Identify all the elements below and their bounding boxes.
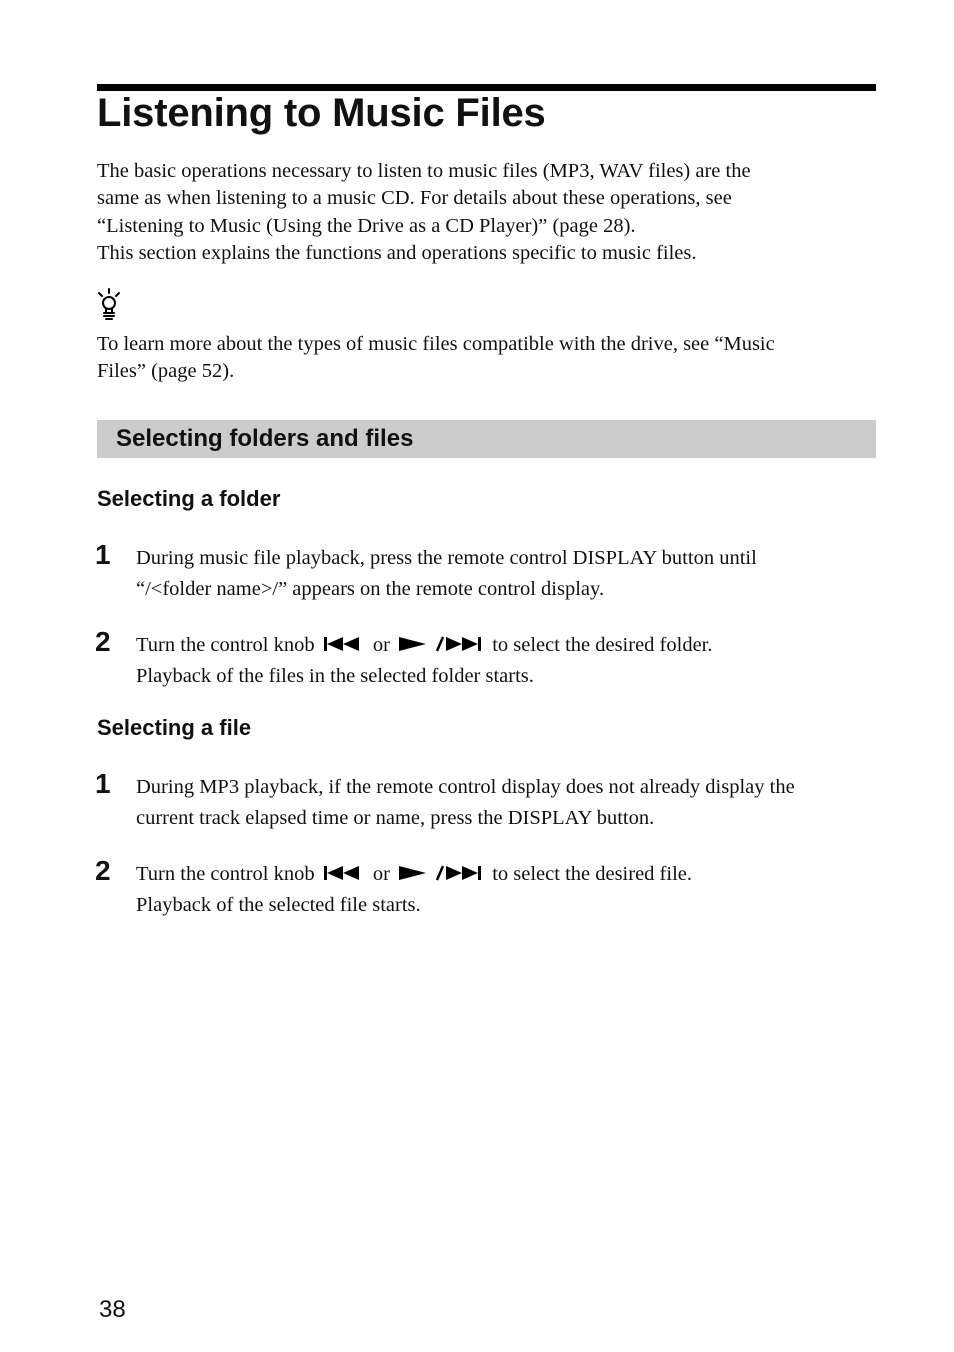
play-skip-next-icon bbox=[398, 636, 484, 652]
folder-step2-text bbox=[136, 630, 713, 692]
section-header-bar bbox=[97, 420, 876, 458]
intro-paragraph bbox=[97, 158, 751, 267]
page-number: 38 bbox=[99, 1296, 126, 1323]
step-text: Turn the control knob bbox=[136, 634, 315, 656]
play-skip-next-icon bbox=[398, 865, 484, 881]
step-number: 1 bbox=[95, 768, 111, 799]
step-line: “/<folder name>/” appears on the remote control display. bbox=[136, 578, 605, 600]
step-text: or bbox=[372, 863, 390, 885]
intro-line: “Listening to Music (Using the Drive as a CD Player)” (page 28). bbox=[97, 214, 636, 237]
step-text: to select the desired file. bbox=[492, 863, 692, 885]
step-line: Playback of the files in the selected folder starts. bbox=[136, 665, 534, 687]
step-text: Turn the control knob bbox=[136, 863, 315, 885]
page-title: Listening to Music Files bbox=[97, 91, 546, 135]
step-number: 2 bbox=[95, 626, 111, 657]
step-line: During MP3 playback, if the remote control display does not already display the bbox=[136, 776, 795, 798]
file-subheading: Selecting a file bbox=[97, 715, 252, 740]
file-step2-text bbox=[136, 859, 692, 921]
tip-line: Files” (page 52). bbox=[97, 360, 235, 383]
intro-line: same as when listening to a music CD. For details about these operations, see bbox=[97, 187, 732, 210]
tip-line: To learn more about the types of music files compatible with the drive, see “Music bbox=[97, 333, 775, 355]
section-title: Selecting folders and files bbox=[116, 425, 414, 452]
step-number: 2 bbox=[95, 855, 111, 886]
intro-line: This section explains the functions and operations specific to music files. bbox=[97, 241, 697, 264]
step-line: current track elapsed time or name, press the DISPLAY button. bbox=[136, 807, 655, 829]
step-text: or bbox=[372, 634, 390, 656]
step-line: Playback of the selected file starts. bbox=[136, 894, 421, 916]
skip-previous-icon bbox=[323, 636, 365, 652]
step-text: to select the desired folder. bbox=[492, 634, 713, 656]
step-number: 1 bbox=[95, 539, 111, 570]
folder-subheading: Selecting a folder bbox=[97, 486, 281, 511]
file-step1-text bbox=[136, 772, 795, 834]
tip-paragraph bbox=[97, 331, 775, 386]
step-line bbox=[136, 630, 713, 661]
folder-step1-text bbox=[136, 543, 757, 605]
step-line: During music file playback, press the remote control DISPLAY button until bbox=[136, 547, 757, 569]
lightbulb-hint-icon bbox=[96, 288, 124, 322]
step-line bbox=[136, 859, 692, 890]
skip-previous-icon bbox=[323, 865, 365, 881]
intro-line: The basic operations necessary to listen to music files (MP3, WAV files) are the bbox=[97, 160, 751, 182]
